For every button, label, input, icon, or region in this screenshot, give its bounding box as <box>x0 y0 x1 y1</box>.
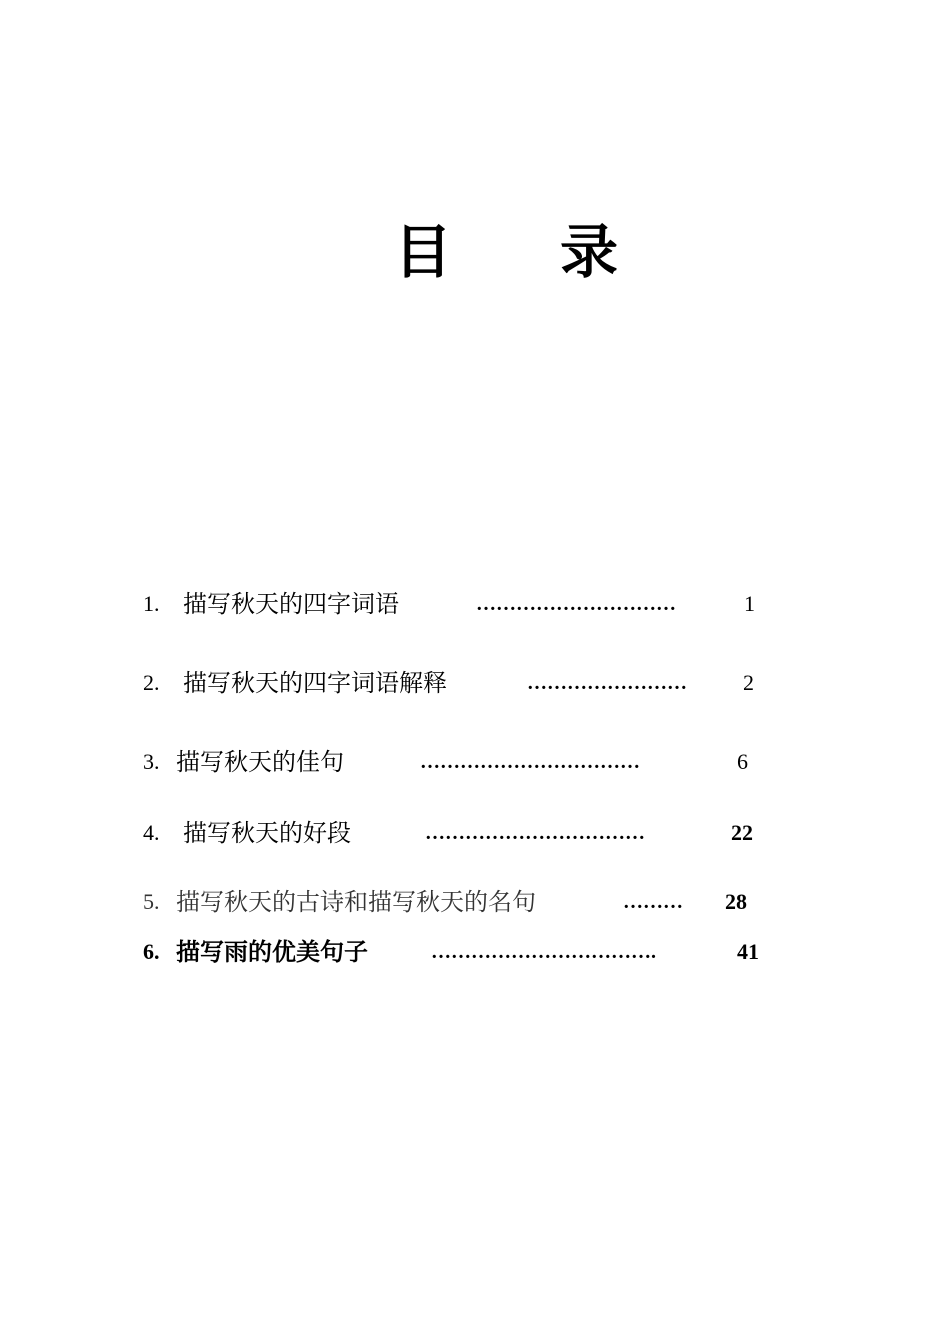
toc-entry-2[interactable] <box>0 665 950 701</box>
toc-leader-dots: ……………………………. <box>431 941 656 963</box>
toc-page-number: 2 <box>743 670 754 695</box>
toc-entry-title: 描写秋天的佳句 <box>176 748 344 776</box>
toc-entry-number: 6. <box>143 939 160 964</box>
toc-leader-dots: …………………………… <box>420 751 640 773</box>
toc-entry-number: 5. <box>143 889 160 914</box>
toc-entry-title: 描写秋天的好段 <box>183 819 351 847</box>
toc-entry-number: 4. <box>143 820 160 845</box>
toc-leader-dots: ……… <box>623 891 683 913</box>
toc-page-number: 41 <box>737 939 759 964</box>
toc-entry-6[interactable] <box>0 934 950 970</box>
toc-page-number: 22 <box>731 820 753 845</box>
toc-entry-number: 1. <box>143 591 160 616</box>
toc-entry-5[interactable] <box>0 884 950 920</box>
title-char-2: 录 <box>560 218 619 286</box>
toc-page-number: 6 <box>737 749 748 774</box>
toc-page-number: 1 <box>744 591 755 616</box>
toc-page-number: 28 <box>725 889 747 914</box>
page-title <box>0 212 950 292</box>
toc-entry-title: 描写秋天的四字词语 <box>183 590 399 618</box>
toc-entry-4[interactable] <box>0 815 950 851</box>
toc-entry-title: 描写雨的优美句子 <box>176 937 368 966</box>
toc-entry-number: 2. <box>143 670 160 695</box>
toc-leader-dots: …………………………… <box>425 822 645 844</box>
toc-entry-number: 3. <box>143 749 160 774</box>
toc-leader-dots: ………………………… <box>476 593 676 615</box>
title-char-1: 目 <box>393 218 452 286</box>
toc-entry-title: 描写秋天的古诗和描写秋天的名句 <box>176 888 536 916</box>
toc-entry-3[interactable] <box>0 744 950 780</box>
toc-entry-1[interactable] <box>0 586 950 622</box>
toc-entry-title: 描写秋天的四字词语解释 <box>183 669 447 697</box>
toc-leader-dots: …………………… <box>527 672 687 694</box>
